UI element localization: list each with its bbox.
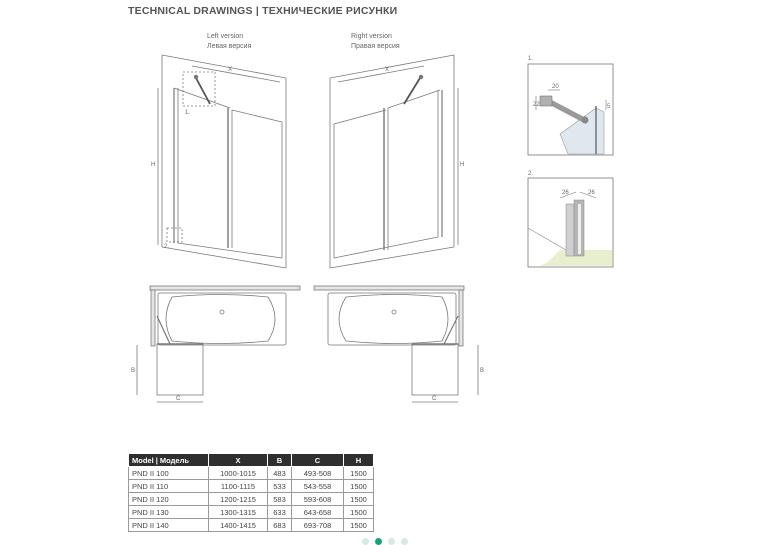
right-version-front-view — [330, 55, 458, 268]
detail2-view — [528, 178, 613, 267]
left-dim-c: C — [176, 396, 181, 402]
detail1-side: 5 — [607, 104, 611, 110]
table-row: PND II 100 1000-1015 483 493-508 1500 — [129, 467, 374, 480]
right-version-top-view — [314, 286, 478, 402]
detail1-height: 22 — [533, 102, 540, 108]
col-b: B — [268, 454, 292, 467]
left-marker-detail1: 1. — [185, 110, 191, 116]
right-version-label-ru: Правая версия — [351, 43, 400, 50]
col-x: X — [209, 454, 268, 467]
detail1-width: 20 — [552, 84, 559, 90]
carousel-dot-1[interactable] — [362, 538, 369, 545]
detail2-marker: 2. — [528, 171, 534, 177]
carousel-dot-2[interactable] — [375, 538, 382, 545]
right-dim-x: X — [385, 67, 390, 73]
detail1-marker: 1. — [528, 56, 534, 62]
table-row: PND II 110 1100-1115 533 543-558 1500 — [129, 480, 374, 493]
col-c: C — [292, 454, 344, 467]
col-h: H — [344, 454, 374, 467]
left-marker-detail2: 2. — [164, 244, 170, 250]
left-version-front-view — [158, 55, 286, 268]
table-row: PND II 120 1200-1215 583 593-608 1500 — [129, 493, 374, 506]
detail2-dim-b: 26 — [588, 190, 595, 196]
carousel-dots — [362, 538, 408, 545]
carousel-dot-4[interactable] — [401, 538, 408, 545]
table-row: PND II 130 1300-1315 633 643-658 1500 — [129, 506, 374, 519]
left-dim-b: B — [131, 368, 136, 374]
left-version-label-en: Left version — [207, 33, 244, 40]
table-header-row — [129, 454, 374, 467]
left-dim-x: X — [228, 67, 233, 73]
carousel-dot-3[interactable] — [388, 538, 395, 545]
table-row: PND II 140 1400-1415 683 693-708 1500 — [129, 519, 374, 532]
right-dim-b: B — [480, 368, 485, 374]
page-title: TECHNICAL DRAWINGS | ТЕХНИЧЕСКИЕ РИСУНКИ — [128, 5, 398, 17]
right-dim-c: C — [432, 396, 437, 402]
right-version-label-en: Right version — [351, 33, 392, 40]
detail2-dim-a: 26 — [562, 190, 569, 196]
left-version-label-ru: Левая версия — [207, 43, 252, 50]
detail1-view — [528, 64, 613, 155]
col-model: Model | Модель — [129, 454, 209, 467]
left-version-top-view — [137, 286, 300, 402]
dimensions-table — [128, 453, 374, 532]
left-dim-h: H — [151, 162, 156, 168]
right-dim-h: H — [460, 162, 465, 168]
